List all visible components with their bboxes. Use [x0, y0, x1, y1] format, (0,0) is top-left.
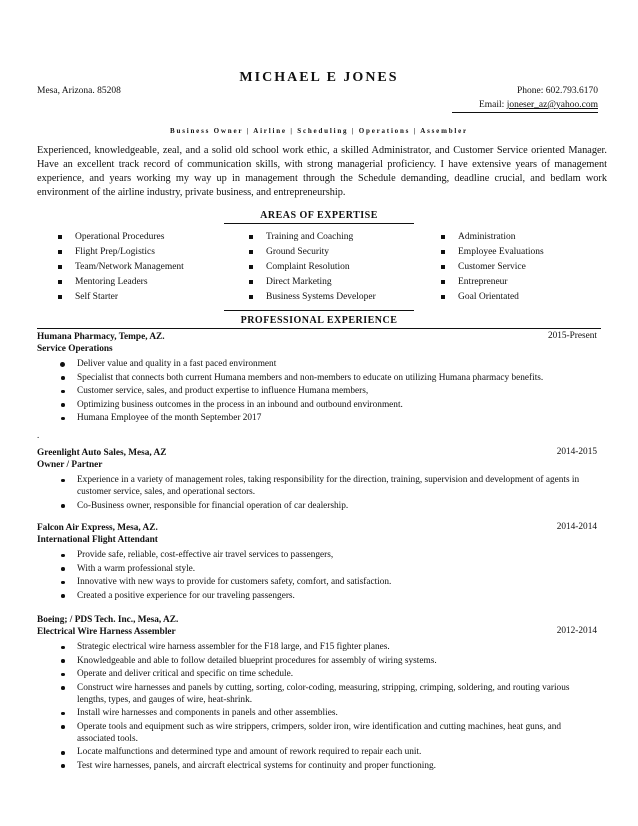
expertise-rule — [224, 223, 414, 224]
expertise-item: Flight Prep/Logistics — [58, 245, 184, 260]
job-bullet: Operate and deliver critical and specific on time schedule. — [37, 668, 597, 680]
job-dates: 2015-Present — [547, 331, 597, 341]
job-bullet: With a warm professional style. — [37, 563, 597, 575]
job-bullet: Experience in a variety of management roles, taking responsibility for the direction, training, supervision and development of agents in customer service, sales, and operational sectors. — [37, 474, 597, 498]
bullet-icon — [61, 659, 65, 663]
expertise-item: Entrepreneur — [441, 275, 544, 290]
job-bullet: Innovative with new ways to provide for customers safety, comfort, and satisfaction. — [37, 576, 597, 588]
job-bullet: Strategic electrical wire harness assembler for the F18 large, and F15 fighter planes. — [37, 641, 597, 653]
square-bullet-icon — [249, 295, 253, 299]
job-dates: 2014-2014 — [556, 522, 597, 532]
email-line — [479, 100, 598, 110]
square-bullet-icon — [441, 250, 445, 254]
job-bullet: Specialist that connects both current Humana members and non-members to educate on utilizing Humana pharmacy benefits. — [37, 372, 597, 384]
candidate-name: MICHAEL E JONES — [239, 70, 399, 85]
square-bullet-icon — [441, 280, 445, 284]
company-name: Boeing; / PDS Tech. Inc., Mesa, AZ. — [37, 615, 179, 625]
job-bullet: Operate tools and equipment such as wire strippers, crimpers, solder iron, wire identification and cutting machines, heat guns, and associated tools. — [37, 721, 597, 745]
job-bullet: Construct wire harnesses and panels by cutting, sorting, color-coding, measuring, stripping, crimping, soldering, and routing various lengths, types, and gauges of wire, heat-shrink. — [37, 682, 597, 706]
expertise-item: Employee Evaluations — [441, 245, 544, 260]
address: Mesa, Arizona. 85208 — [37, 86, 121, 96]
bullet-icon — [61, 504, 65, 508]
expertise-item: Customer Service — [441, 260, 544, 275]
job-bullet: Humana Employee of the month September 2017 — [37, 412, 597, 424]
expertise-item: Administration — [441, 230, 544, 245]
square-bullet-icon — [249, 280, 253, 284]
expertise-column-2 — [249, 230, 376, 305]
expertise-item: Self Starter — [58, 290, 184, 305]
stray-period: . — [37, 430, 40, 440]
expertise-item: Operational Procedures — [58, 230, 184, 245]
tagline: Business Owner | Airline | Scheduling | Operations | Assembler — [170, 127, 468, 135]
expertise-item: Ground Security — [249, 245, 376, 260]
experience-heading: PROFESSIONAL EXPERIENCE — [240, 315, 398, 326]
square-bullet-icon — [58, 250, 62, 254]
expertise-column-1 — [58, 230, 184, 305]
summary: Experienced, knowledgeable, zeal, and a solid old school work ethic, a skilled Administrator, and Customer Service oriented Manager. Have an excellent track record of communication skills, with strong managerial proficiency. I have extensive years of management experience, and years working my way up in management through the Schedule demanding, deadline crucial, and bedlam work environment of the airline industry, private business, and entrepreneurship. — [37, 145, 607, 198]
job-entry — [37, 331, 597, 426]
job-title: International Flight Attendant — [37, 535, 158, 545]
bullet-icon — [61, 479, 65, 483]
expertise-item: Goal Orientated — [441, 290, 544, 305]
bullet-icon — [61, 403, 65, 407]
job-bullet: Customer service, sales, and product expertise to influence Humana members, — [37, 385, 597, 397]
phone: Phone: 602.793.6170 — [516, 86, 598, 96]
bullet-icon — [61, 390, 65, 394]
bullet-icon — [61, 646, 65, 650]
job-bullets — [37, 549, 597, 602]
job-title: Electrical Wire Harness Assembler — [37, 627, 176, 637]
experience-top-rule — [224, 310, 414, 311]
job-bullet: Locate malfunctions and determined type and amount of rework required to repair each unit. — [37, 746, 597, 758]
email-underline — [452, 112, 598, 113]
square-bullet-icon — [249, 235, 253, 239]
email-link[interactable]: joneser_az@yahoo.com — [506, 100, 598, 110]
job-entry — [37, 447, 597, 513]
square-bullet-icon — [58, 295, 62, 299]
job-bullet: Install wire harnesses and components in panels and other assemblies. — [37, 707, 597, 719]
job-bullet: Optimizing business outcomes in the process in an inbound and outbound environment. — [37, 399, 597, 411]
square-bullet-icon — [249, 250, 253, 254]
bullet-icon — [61, 594, 65, 598]
square-bullet-icon — [58, 235, 62, 239]
expertise-item: Team/Network Management — [58, 260, 184, 275]
square-bullet-icon — [58, 265, 62, 269]
expertise-heading: AREAS OF EXPERTISE — [260, 210, 378, 221]
bullet-icon — [61, 764, 65, 768]
job-bullet: Knowledgeable and able to follow detailed blueprint procedures for assembly of wiring systems. — [37, 655, 597, 667]
bullet-icon — [61, 751, 65, 755]
square-bullet-icon — [441, 295, 445, 299]
job-bullet: Co-Business owner, responsible for financial operation of car dealership. — [37, 500, 597, 512]
job-dates: 2014-2015 — [556, 447, 597, 457]
job-bullets — [37, 641, 597, 772]
bullet-icon — [61, 567, 65, 571]
bullet-icon — [61, 417, 65, 421]
job-bullets — [37, 474, 597, 512]
job-title: Owner / Partner — [37, 460, 103, 470]
job-bullet: Deliver value and quality in a fast paced environment — [37, 358, 597, 370]
expertise-item: Complaint Resolution — [249, 260, 376, 275]
square-bullet-icon — [441, 235, 445, 239]
expertise-item: Direct Marketing — [249, 275, 376, 290]
expertise-item: Mentoring Leaders — [58, 275, 184, 290]
expertise-item: Business Systems Developer — [249, 290, 376, 305]
bullet-icon — [61, 725, 65, 729]
bullet-icon — [61, 673, 65, 677]
experience-rule — [37, 328, 601, 329]
square-bullet-icon — [441, 265, 445, 269]
bullet-icon — [61, 712, 65, 716]
job-dates: 2012-2014 — [556, 626, 597, 636]
job-bullet: Created a positive experience for our traveling passengers. — [37, 590, 597, 602]
job-entry — [37, 614, 597, 773]
company-name: Falcon Air Express, Mesa, AZ. — [37, 523, 158, 533]
expertise-column-3 — [441, 230, 544, 305]
bullet-icon — [61, 554, 65, 558]
bullet-icon — [61, 581, 65, 585]
square-bullet-icon — [249, 265, 253, 269]
job-title: Service Operations — [37, 344, 113, 354]
bullet-icon — [60, 362, 65, 367]
email-label: Email: — [478, 100, 507, 110]
bullet-icon — [61, 686, 65, 690]
bullet-icon — [61, 376, 65, 380]
job-bullets — [37, 358, 597, 424]
job-bullet: Test wire harnesses, panels, and aircraft electrical systems for continuity and proper functioning. — [37, 760, 597, 772]
square-bullet-icon — [58, 280, 62, 284]
company-name: Greenlight Auto Sales, Mesa, AZ — [37, 448, 167, 458]
expertise-item: Training and Coaching — [249, 230, 376, 245]
company-name: Humana Pharmacy, Tempe, AZ. — [37, 332, 165, 342]
job-entry — [37, 522, 597, 603]
job-bullet: Provide safe, reliable, cost-effective air travel services to passengers, — [37, 549, 597, 561]
